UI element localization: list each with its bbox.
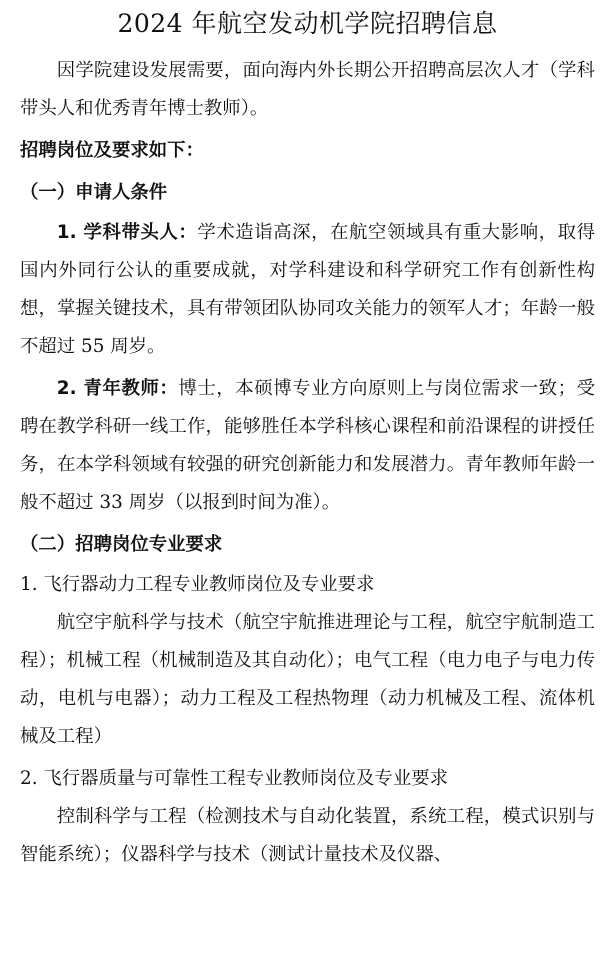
part2-heading: （二）招聘岗位专业要求 xyxy=(20,534,223,555)
intro-paragraph: 因学院建设发展需要，面向海内外长期公开招聘高层次人才（学科带头人和优秀青年博士教师）。 xyxy=(20,60,595,119)
page-title: 2024 年航空发动机学院招聘信息 xyxy=(117,9,498,38)
position-majors: 航空宇航科学与技术（航空宇航推进理论与工程，航空宇航制造工程）；机械工程（机械制造及其自动化）；电气工程（电力电子与电力传动，电机与电器）；动力工程及工程热物理（动力机械及工程、流体机械及工程） xyxy=(20,612,595,747)
section-heading: 招聘岗位及要求如下： xyxy=(20,140,204,161)
part1-heading: （一）申请人条件 xyxy=(20,182,168,203)
requirement-young-text: 博士，本硕博专业方向原则上与岗位需求一致；受聘在教学科研一线工作，能够胜任本学科核心课程和前沿课程的讲授任务，在本学科领域有较强的研究创新能力和发展潜力。青年教师年龄一般不超过 33 周岁（以报到时间为准）。 xyxy=(20,378,595,513)
position-title: 2. 飞行器质量与可靠性工程专业教师岗位及专业要求 xyxy=(20,768,448,789)
position-title: 1. 飞行器动力工程专业教师岗位及专业要求 xyxy=(20,574,375,595)
requirement-young-label: 2. 青年教师： xyxy=(56,378,179,399)
requirement-leader-label: 1. 学科带头人： xyxy=(56,222,198,243)
requirement-leader-paragraph xyxy=(20,214,595,366)
requirement-leader-text: 学术造诣高深，在航空领域具有重大影响，取得国内外同行公认的重要成就，对学科建设和科学研究工作有创新性构想，掌握关键技术，具有带领团队协同攻关能力的领军人才；年龄一般不超过 55 周岁。 xyxy=(20,222,595,357)
position-majors: 控制科学与工程（检测技术与自动化装置，系统工程，模式识别与智能系统）；仪器科学与技术（测试计量技术及仪器、 xyxy=(20,806,595,865)
requirement-young-paragraph xyxy=(20,370,595,522)
